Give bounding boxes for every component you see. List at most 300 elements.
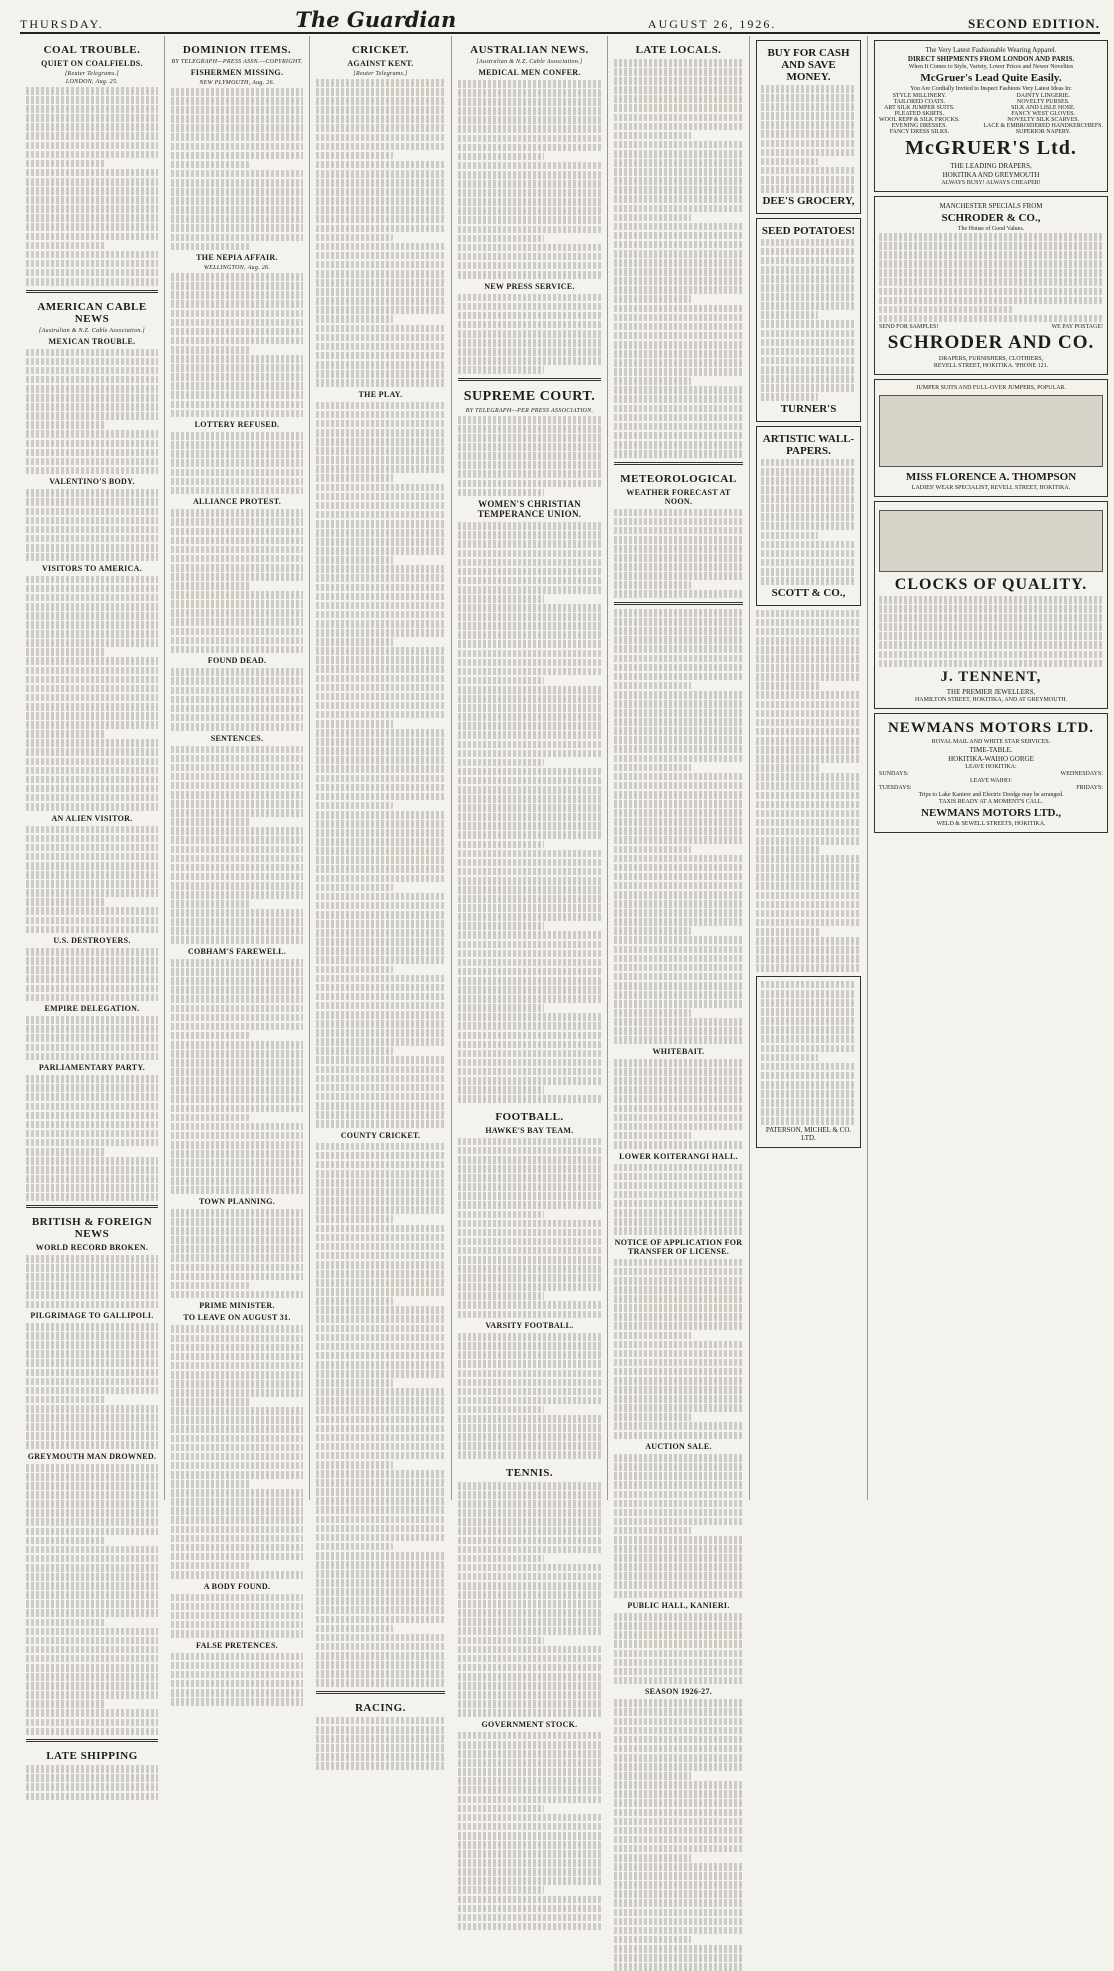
text-line	[614, 114, 743, 122]
text-line	[26, 1655, 158, 1663]
text-line	[458, 950, 601, 958]
fishermen-text	[171, 88, 303, 250]
text-line	[26, 1053, 158, 1061]
text-line	[316, 402, 445, 410]
text-line	[26, 535, 158, 543]
text-line	[614, 1404, 743, 1412]
text-line	[458, 1086, 544, 1094]
late-shipping-heading: LATE SHIPPING	[46, 1750, 138, 1763]
text-line	[614, 1613, 743, 1621]
text-line	[614, 518, 743, 526]
nepia-dateline: WELLINGTON, Aug. 26.	[203, 265, 271, 272]
text-line	[761, 185, 856, 193]
text-line	[316, 88, 445, 96]
text-line	[171, 818, 250, 826]
australian-heading: AUSTRALIAN NEWS.	[470, 44, 589, 56]
false-pretences-heading: FALSE PRETENCES.	[195, 1640, 278, 1650]
text-line	[458, 550, 601, 558]
text-line	[756, 910, 861, 918]
text-line	[458, 750, 601, 758]
fashion-item: TAILORED COATS.	[893, 99, 946, 105]
text-line	[171, 133, 303, 141]
text-line	[614, 1000, 743, 1008]
text-line	[614, 900, 743, 908]
text-line	[26, 853, 158, 861]
coal-dateline: LONDON, Aug. 25.	[65, 79, 119, 85]
text-line	[458, 1546, 601, 1554]
text-line	[316, 438, 445, 446]
whitebait-text	[614, 1059, 743, 1148]
text-line	[458, 568, 601, 576]
text-line	[614, 205, 743, 213]
column-5	[608, 36, 750, 1697]
text-line	[171, 1553, 303, 1561]
text-line	[26, 430, 158, 438]
text-line	[171, 310, 303, 318]
text-line	[614, 973, 743, 981]
text-line	[316, 711, 445, 719]
text-line	[614, 1527, 691, 1535]
text-line	[171, 1077, 303, 1085]
text-line	[761, 1099, 856, 1107]
text-line	[761, 981, 856, 989]
wednesdays: WEDNESDAYS:	[1060, 771, 1103, 778]
text-line	[171, 469, 303, 477]
text-line	[614, 864, 743, 872]
text-line	[26, 880, 158, 888]
text-line	[26, 1396, 105, 1404]
text-line	[614, 609, 743, 617]
shipping-text	[26, 1765, 158, 1800]
text-line	[316, 502, 445, 510]
fashion-item: NOVELTY PURSES.	[1016, 99, 1070, 105]
text-line	[458, 540, 601, 548]
medical-text	[458, 80, 601, 279]
text-line	[614, 1164, 743, 1172]
text-line	[458, 489, 544, 497]
text-line	[458, 153, 544, 161]
text-line	[316, 884, 393, 892]
text-line	[614, 1009, 691, 1017]
text-line	[316, 520, 445, 528]
text-line	[171, 1114, 250, 1122]
text-line	[458, 416, 601, 424]
text-line	[614, 1536, 743, 1544]
comes-line: When It Comes to Style, Variety, Lower Prices and Newer Novelties	[908, 64, 1074, 70]
text-line	[614, 1105, 743, 1113]
text-line	[316, 1093, 445, 1101]
koiterangi-text	[614, 1164, 743, 1235]
text-line	[316, 1652, 445, 1660]
text-line	[26, 349, 158, 357]
text-line	[316, 1325, 445, 1333]
text-line	[26, 1682, 158, 1690]
text-line	[756, 892, 861, 900]
wctu-text	[458, 522, 601, 1103]
text-line	[761, 504, 856, 512]
text-line	[26, 1464, 158, 1472]
paterson-ad	[756, 976, 861, 1149]
text-line	[458, 366, 544, 374]
text-line	[458, 1379, 601, 1387]
fashion-list-right	[983, 93, 1103, 135]
found-dead-text	[171, 668, 303, 730]
text-line	[171, 1398, 250, 1406]
text-line	[614, 214, 691, 222]
text-line	[171, 291, 303, 299]
text-line	[26, 1359, 158, 1367]
schroder-ad	[874, 196, 1108, 375]
australian-credit: [Australian & N.Z. Cable Association.]	[476, 59, 583, 65]
wallpaper-headline: ARTISTIC WALL-PAPERS.	[762, 432, 855, 457]
text-line	[316, 756, 445, 764]
text-line	[316, 1388, 445, 1396]
text-line	[458, 613, 601, 621]
text-line	[614, 827, 743, 835]
dominion-heading: DOMINION ITEMS.	[182, 44, 292, 56]
text-line	[458, 1637, 544, 1645]
text-line	[761, 275, 856, 283]
text-line	[171, 197, 303, 205]
text-line	[316, 1670, 445, 1678]
text-line	[458, 1573, 601, 1581]
text-line	[458, 1555, 544, 1563]
nepia-text	[171, 273, 303, 417]
text-line	[316, 811, 445, 819]
text-line	[761, 130, 856, 138]
text-line	[316, 420, 445, 428]
text-line	[171, 1159, 303, 1167]
text-line	[614, 682, 691, 690]
cricket-heading: CRICKET.	[351, 44, 410, 56]
masthead	[20, 6, 1100, 34]
text-line	[26, 1093, 158, 1101]
thompson-ad	[874, 379, 1108, 497]
text-line	[614, 1622, 743, 1630]
text-line	[26, 1591, 158, 1599]
text-line	[614, 1413, 691, 1421]
text-line	[458, 1759, 601, 1767]
text-line	[614, 1268, 743, 1276]
text-line	[316, 656, 445, 664]
cricket-scores	[316, 79, 445, 387]
text-line	[761, 568, 856, 576]
text-line	[316, 511, 445, 519]
text-line	[458, 1238, 601, 1246]
text-line	[171, 1150, 303, 1158]
text-line	[458, 1095, 601, 1103]
text-line	[458, 144, 601, 152]
text-line	[458, 995, 601, 1003]
text-line	[458, 1283, 601, 1291]
text-line	[171, 355, 303, 363]
text-line	[26, 1291, 158, 1299]
text-line	[614, 359, 743, 367]
text-line	[614, 1322, 743, 1330]
empire-heading: EMPIRE DELEGATION.	[44, 1004, 140, 1014]
text-line	[614, 782, 743, 790]
text-line	[458, 303, 601, 311]
text-line	[171, 328, 303, 336]
text-line	[614, 1963, 743, 1971]
text-line	[458, 595, 544, 603]
text-line	[458, 1342, 601, 1350]
text-line	[26, 776, 158, 784]
text-line	[316, 956, 445, 964]
text-line	[458, 1700, 601, 1708]
text-line	[756, 746, 861, 754]
text-line	[761, 532, 818, 540]
text-line	[761, 320, 856, 328]
press-text	[458, 294, 601, 374]
text-line	[171, 206, 303, 214]
greymouth-article-text	[26, 1464, 158, 1735]
text-line	[171, 977, 303, 985]
racing-heading: RACING.	[355, 1701, 406, 1714]
text-line	[756, 764, 819, 772]
text-line	[614, 1872, 743, 1880]
text-line	[171, 1526, 303, 1534]
text-line	[458, 1451, 601, 1459]
cricket-subheading: AGAINST KENT.	[347, 59, 414, 68]
text-line	[614, 68, 743, 76]
text-line	[316, 1534, 445, 1542]
text-line	[458, 321, 601, 329]
direct-line: DIRECT SHIPMENTS FROM LONDON AND PARIS.	[907, 55, 1075, 63]
text-line	[26, 440, 158, 448]
text-line	[316, 1179, 445, 1187]
text-line	[316, 547, 445, 555]
text-line	[171, 959, 303, 967]
text-line	[614, 277, 743, 285]
text-line	[614, 295, 691, 303]
text-line	[26, 948, 158, 956]
text-line	[458, 850, 601, 858]
text-line	[879, 614, 1103, 622]
text-line	[316, 143, 445, 151]
text-line	[761, 1081, 856, 1089]
text-line	[171, 1630, 303, 1638]
text-line	[761, 990, 856, 998]
text-line	[171, 1177, 303, 1185]
text-line	[614, 745, 743, 753]
text-line	[316, 1552, 445, 1560]
text-line	[614, 1763, 743, 1771]
text-line	[458, 1050, 601, 1058]
text-line	[316, 1279, 445, 1287]
text-line	[26, 1673, 158, 1681]
text-line	[458, 207, 601, 215]
text-line	[458, 859, 601, 867]
coal-article-text	[26, 87, 158, 286]
text-line	[761, 311, 818, 319]
text-line	[761, 486, 856, 494]
text-line	[458, 1896, 601, 1904]
text-line	[171, 188, 303, 196]
text-line	[458, 813, 601, 821]
text-line	[26, 526, 158, 534]
fashion-figure-image	[879, 395, 1103, 467]
text-line	[458, 1274, 601, 1282]
pay-postage: WE PAY POSTAGE!	[1051, 323, 1103, 330]
text-line	[171, 782, 303, 790]
text-line	[26, 994, 158, 1002]
text-line	[756, 737, 861, 745]
public-hall-heading: PUBLIC HALL, KANIERI.	[627, 1601, 730, 1611]
text-line	[614, 423, 743, 431]
text-line	[26, 1728, 158, 1736]
text-line	[316, 115, 445, 123]
text-line	[316, 1579, 445, 1587]
text-line	[316, 1726, 445, 1734]
text-line	[614, 1068, 743, 1076]
text-line	[756, 810, 861, 818]
text-line	[26, 412, 158, 420]
text-line	[458, 1691, 601, 1699]
text-line	[614, 232, 743, 240]
text-line	[316, 361, 445, 369]
text-line	[458, 1582, 601, 1590]
text-line	[171, 537, 303, 545]
text-line	[761, 112, 856, 120]
text-line	[614, 563, 743, 571]
text-line	[458, 1406, 544, 1414]
text-line	[879, 251, 1103, 259]
text-line	[458, 162, 601, 170]
text-line	[458, 1022, 601, 1030]
text-line	[316, 684, 445, 692]
text-line	[26, 489, 158, 497]
text-line	[316, 620, 445, 628]
text-line	[316, 1634, 445, 1642]
text-line	[458, 677, 544, 685]
text-line	[458, 1905, 601, 1913]
text-line	[316, 1461, 393, 1469]
text-line	[171, 755, 303, 763]
text-line	[458, 713, 601, 721]
text-line	[316, 411, 445, 419]
text-line	[458, 777, 601, 785]
text-line	[171, 1516, 303, 1524]
text-line	[316, 1215, 393, 1223]
text-line	[458, 1682, 601, 1690]
text-line	[458, 1618, 601, 1626]
false-pretences-text	[171, 1653, 303, 1706]
text-line	[761, 495, 856, 503]
text-line	[26, 421, 105, 429]
text-line	[614, 618, 743, 626]
text-line	[26, 739, 158, 747]
text-line	[171, 714, 303, 722]
press-heading: NEW PRESS SERVICE.	[484, 281, 575, 291]
lead-line: McGruer's Lead Quite Easily.	[920, 72, 1062, 84]
sundays: SUNDAYS:	[879, 771, 909, 778]
text-line	[458, 271, 601, 279]
parliamentary-heading: PARLIAMENTARY PARTY.	[38, 1063, 146, 1073]
text-line	[26, 621, 158, 629]
text-line	[171, 1227, 303, 1235]
text-line	[26, 1441, 158, 1449]
text-line	[756, 901, 861, 909]
text-line	[171, 646, 303, 654]
text-line	[316, 1066, 445, 1074]
text-line	[26, 498, 158, 506]
text-line	[458, 425, 601, 433]
text-line	[26, 376, 158, 384]
text-line	[171, 410, 303, 418]
text-line	[458, 1032, 601, 1040]
text-line	[458, 125, 601, 133]
varsity-text	[458, 1333, 601, 1459]
text-line	[26, 926, 158, 934]
body-found-text	[171, 1594, 303, 1638]
text-line	[171, 723, 303, 731]
tennent-name: J. TENNENT,	[940, 669, 1042, 686]
late-locals-heading: LATE LOCALS.	[635, 44, 722, 56]
season-heading: SEASON 1926-27.	[644, 1687, 713, 1697]
reuter-credit: [Reuter Telegrams.]	[64, 71, 120, 77]
text-line	[316, 1452, 445, 1460]
text-line	[614, 414, 743, 422]
text-line	[316, 1625, 393, 1633]
text-line	[26, 594, 158, 602]
text-line	[26, 803, 158, 811]
text-line	[26, 794, 158, 802]
text-line	[316, 1038, 445, 1046]
text-line	[614, 855, 743, 863]
text-line	[458, 1229, 601, 1237]
thompson-sub: LADIES' WEAR SPECIALIST, REVELL STREET, HOKITIKA.	[911, 484, 1071, 491]
text-line	[761, 1063, 856, 1071]
text-line	[316, 306, 445, 314]
text-line	[458, 577, 601, 585]
text-line	[458, 1832, 601, 1840]
text-line	[458, 531, 601, 539]
text-line	[171, 1254, 303, 1262]
text-line	[614, 1182, 743, 1190]
fashion-item: NOVELTY SILK SCARVES.	[1007, 117, 1080, 123]
text-line	[614, 1295, 743, 1303]
col6-fill	[756, 610, 861, 972]
text-line	[316, 1379, 393, 1387]
text-line	[756, 864, 861, 872]
column-1	[20, 36, 165, 1763]
text-line	[458, 461, 601, 469]
text-line	[614, 1736, 743, 1744]
text-line	[614, 527, 743, 535]
buy-cash-headline: BUY FOR CASH AND SAVE MONEY.	[767, 47, 850, 83]
text-line	[171, 487, 303, 495]
text-line	[316, 793, 445, 801]
text-line	[614, 572, 743, 580]
turners-name: TURNER'S	[780, 402, 837, 415]
text-line	[171, 1416, 303, 1424]
text-line	[614, 405, 743, 413]
greymouth-heading: GREYMOUTH MAN DROWNED.	[27, 1451, 157, 1461]
text-line	[614, 86, 743, 94]
text-line	[316, 665, 445, 673]
text-line	[761, 103, 856, 111]
text-line	[316, 97, 445, 105]
text-line	[171, 746, 303, 754]
tennent-ad	[874, 501, 1108, 709]
text-line	[316, 334, 445, 342]
text-line	[756, 873, 861, 881]
text-line	[614, 1500, 743, 1508]
text-line	[26, 1546, 158, 1554]
text-line	[614, 1650, 743, 1658]
text-line	[614, 554, 743, 562]
